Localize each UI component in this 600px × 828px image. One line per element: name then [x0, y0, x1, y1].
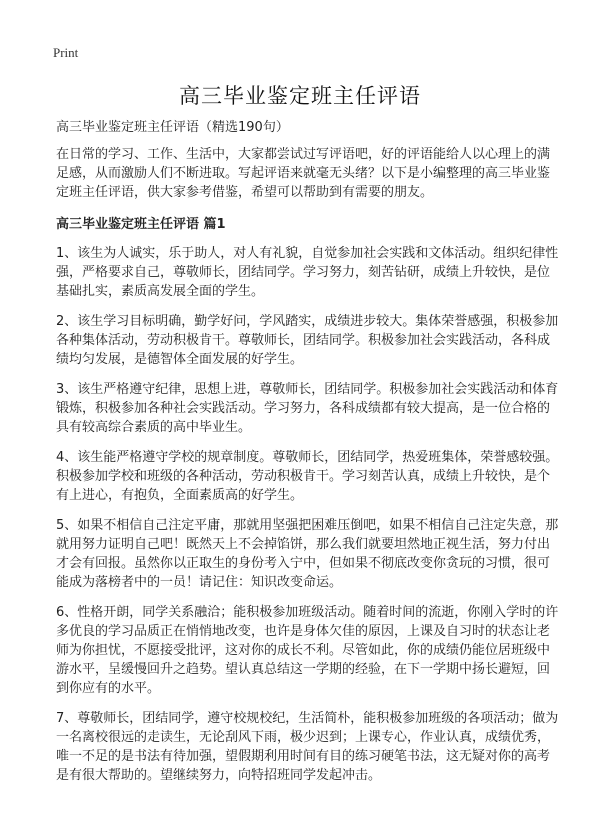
- page-title: 高三毕业鉴定班主任评语: [179, 84, 421, 108]
- comment-paragraph-3: 3、该生严格遵守纪律，思想上进，尊敬师长，团结同学。积极参加社会实践活动和体育锻炼，积极参加各种社会实践活动。学习努力，各科成绩都有较大提高，是一位合格的具有较高综合素质的高中毕业生。: [56, 382, 559, 435]
- print-link[interactable]: Print: [53, 45, 79, 60]
- comment-paragraph-4: 4、该生能严格遵守学校的规章制度。尊敬师长，团结同学，热爱班集体，荣誉感较强。积极参加学校和班级的各种活动，劳动积极肯干。学习刻苦认真，成绩上升较快，是个有上进心，有抱负，全面素质高的好学生。: [56, 450, 559, 503]
- comment-paragraph-1: 1、该生为人诚实，乐于助人，对人有礼貌，自觉参加社会实践和文体活动。组织纪律性强，严格要求自己，尊敬师长，团结同学。学习努力，刻苦钻研，成绩上升较快，是位基础扎实，素质高发展全面的学生。: [56, 246, 559, 299]
- comment-paragraph-2: 2、该生学习目标明确，勤学好问，学风踏实，成绩进步较大。集体荣誉感强，积极参加各种集体活动，劳动积极肯干。尊敬师长，团结同学。积极参加社会实践活动，各科成绩均匀发展，是德智体全面发展的好学生。: [56, 314, 559, 367]
- article-body: [56, 118, 562, 796]
- section-heading: 高三毕业鉴定班主任评语 篇1: [56, 217, 226, 232]
- comment-paragraph-6: 6、性格开朗，同学关系融洽；能积极参加班级活动。随着时间的流逝，你刚入学时的许多优良的学习品质正在悄悄地改变，也许是身体欠佳的原因，上课及自习时的状态让老师为你担忧，不愿接受批评，这对你的成长不利。尽管如此，你的成绩仍能位居班级中游水平，呈缓慢回升之趋势。望认真总结这一学期的经验，在下一学期中扬长避短，回到你应有的水平。: [56, 605, 559, 696]
- comment-paragraph-7: 7、尊敬师长，团结同学，遵守校规校纪，生活简朴，能积极参加班级的各项活动；做为一名离校很远的走读生，无论刮风下雨，极少迟到；上课专心，作业认真，成绩优秀，唯一不足的是书法有待加强，望假期利用时间有目的练习硬笔书法，这无疑对你的高考是有很大帮助的。望继续努力，向特招班同学发起冲击。: [56, 711, 559, 783]
- intro-paragraph: 在日常的学习、工作、生活中，大家都尝试过写评语吧，好的评语能给人以心理上的满足感，从而激励人们不断进取。写起评语来就毫无头绪？以下是小编整理的高三毕业鉴定班主任评语，供大家参考借鉴，希望可以帮助到有需要的朋友。: [56, 147, 551, 200]
- article-subtitle: 高三毕业鉴定班主任评语（精选190句）: [56, 120, 289, 135]
- comment-paragraph-5: 5、如果不相信自己注定平庸，那就用坚强把困难压倒吧，如果不相信自己注定失意，那就用努力证明自己吧！既然天上不会掉馅饼，那么我们就要坦然地正视生活，努力付出才会有回报。虽然你以正取生的身份考入宁中，但如果不彻底改变你贪玩的习惯，很可能成为落榜者中的一员！请记住：知识改变命运。: [56, 518, 559, 590]
